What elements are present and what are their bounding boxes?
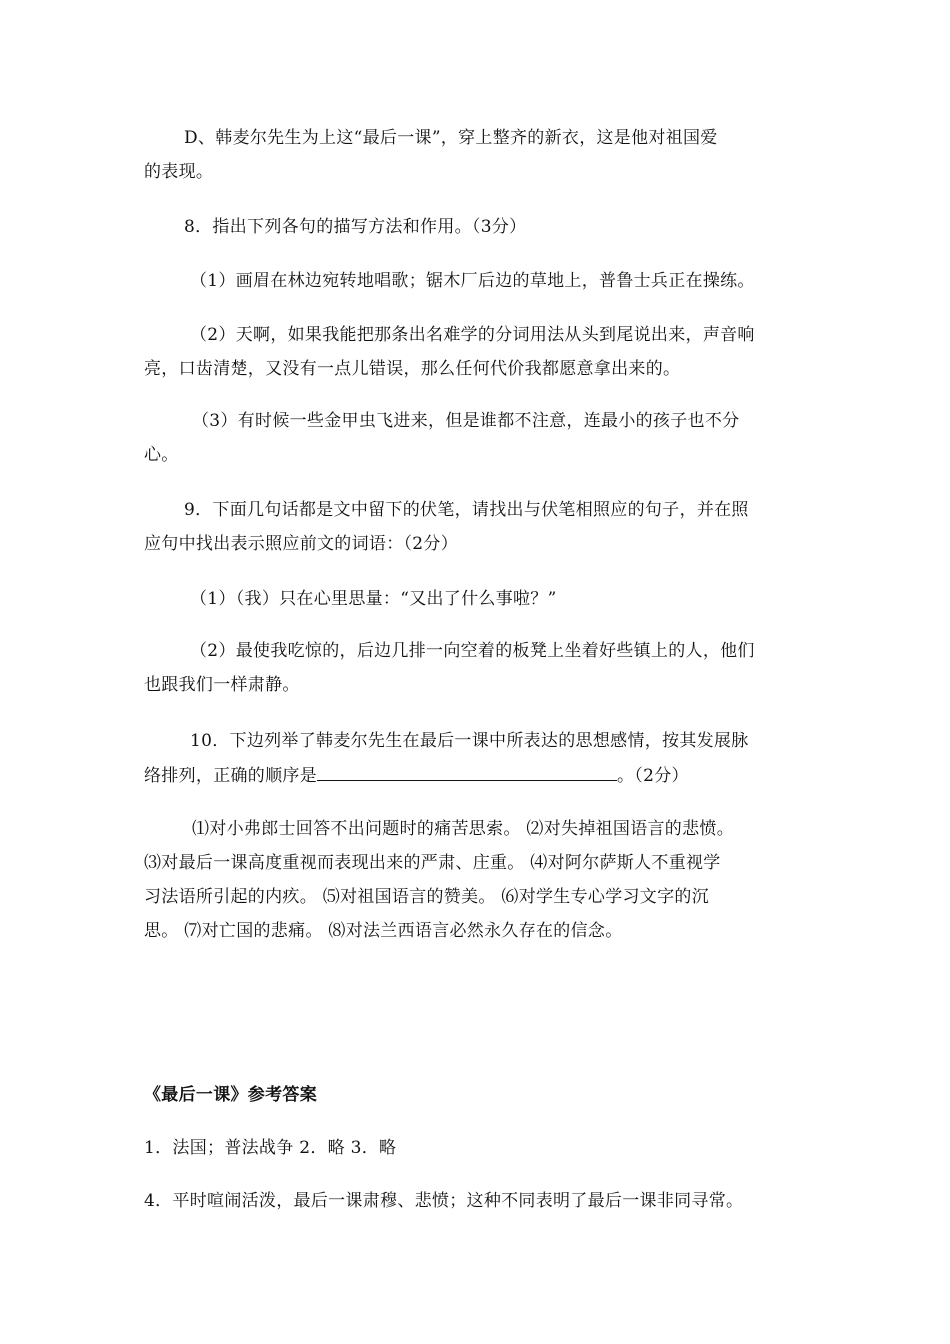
options-line3: 习法语所引起的内疚。 ⑸对祖国语言的赞美。 ⑹对学生专心学习文字的沉: [144, 887, 710, 907]
question-8-item-1-text: （1）画眉在林边宛转地唱歌；锯木厂后边的草地上，普鲁士兵正在操练。: [190, 271, 755, 291]
answers-title: [144, 1078, 812, 1112]
question-8-item-2: [144, 318, 812, 386]
option-d: [144, 121, 812, 189]
option-d-line1: D、韩麦尔先生为上这“最后一课”，穿上整齐的新衣，这是他对祖国爱: [184, 128, 718, 148]
question-9-line1: 9．下面几句话都是文中留下的伏笔，请找出与伏笔相照应的句子，并在照: [184, 500, 749, 520]
question-9-line2: 应句中找出表示照应前文的词语：（2分）: [144, 534, 459, 554]
question-9-item-1-text: （1）（我）只在心里思量：“又出了什么事啦？”: [190, 589, 557, 609]
answer-blank[interactable]: [317, 758, 617, 781]
question-8: [144, 210, 812, 244]
question-10: [144, 724, 812, 793]
answer-1-3: [144, 1131, 812, 1165]
question-10-line2-prefix: 络排列，正确的顺序是: [144, 766, 317, 786]
question-9-item-2: [144, 634, 812, 702]
question-8-item-2-line1: （2）天啊，如果我能把那条出名难学的分词用法从头到尾说出来，声音响: [190, 325, 755, 345]
answer-1-3-text: 1．法国；普法战争 2．略 3．略: [144, 1138, 397, 1158]
question-8-item-3: [144, 404, 812, 472]
question-8-item-3-line1: （3）有时候一些金甲虫飞进来，但是谁都不注意，连最小的孩子也不分: [192, 411, 740, 431]
question-9-item-1: [144, 582, 812, 616]
options-line4: 思。 ⑺对亡国的悲痛。 ⑻对法兰西语言必然永久存在的信念。: [144, 921, 623, 941]
question-10-line2: [144, 758, 812, 793]
question-10-line1: 10．下边列举了韩麦尔先生在最后一课中所表达的思想感情，按其发展脉: [190, 731, 749, 751]
answer-4-text: 4．平时喧闹活泼，最后一课肃穆、悲愤；这种不同表明了最后一课非同寻常。: [144, 1191, 744, 1211]
question-8-item-3-line2: 心。: [144, 445, 179, 465]
question-9-item-2-line1: （2）最使我吃惊的，后边几排一向空着的板凳上坐着好些镇上的人，他们: [190, 641, 755, 661]
question-9: [144, 493, 812, 561]
answer-4: [144, 1184, 812, 1218]
question-10-line2-suffix: 。（2分）: [617, 766, 689, 786]
question-8-text: 8．指出下列各句的描写方法和作用。（3分）: [184, 217, 527, 237]
question-9-item-2-line2: 也跟我们一样肃静。: [144, 675, 300, 695]
question-8-item-2-line2: 亮，口齿清楚，又没有一点儿错误，那么任何代价我都愿意拿出来的。: [144, 359, 681, 379]
question-10-options: [144, 812, 812, 948]
options-line1: ⑴对小弗郎士回答不出问题时的痛苦思索。 ⑵对失掉祖国语言的悲愤。: [192, 819, 735, 839]
question-8-item-1: [144, 264, 812, 298]
options-line2: ⑶对最后一课高度重视而表现出来的严肃、庄重。 ⑷对阿尔萨斯人不重视学: [144, 853, 721, 873]
option-d-line2: 的表现。: [144, 162, 214, 182]
answers-title-text: 《最后一课》参考答案: [144, 1085, 317, 1105]
